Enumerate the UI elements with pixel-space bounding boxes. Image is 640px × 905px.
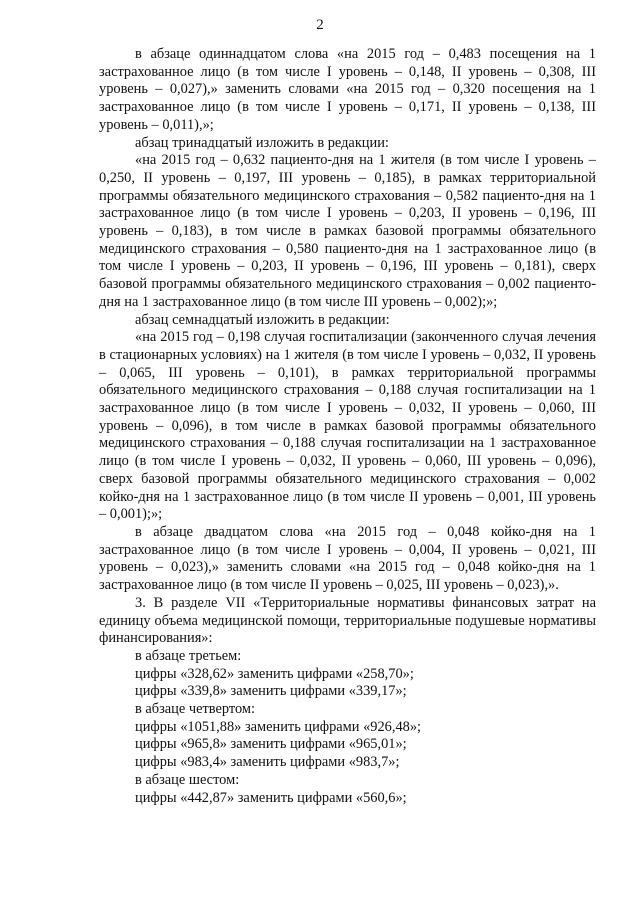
paragraph: в абзаце третьем: <box>135 647 242 664</box>
paragraph: цифры «339,8» заменить цифрами «339,17»; <box>135 683 407 700</box>
paragraph: цифры «983,4» заменить цифрами «983,7»; <box>135 754 400 771</box>
paragraph: абзац тринадцатый изложить в редакции: <box>135 134 389 151</box>
paragraph: 3. В разделе VII «Территориальные нормативы финансовых затрат на единицу объема медицинской помощи, территориальные подушевые нормативы финансирования»: <box>99 594 596 647</box>
paragraph: цифры «328,62» заменить цифрами «258,70»; <box>135 665 414 682</box>
paragraph: в абзаце двадцатом слова «на 2015 год – 0,048 койко-дня на 1 застрахованное лицо (в том числе I уровень – 0,004, II уровень – 0,021, III уровень – 0,023),» заменить словами «на 2015 год – 0,048 койко-дня на 1 застрахованное лицо (в том числе II уровень – 0,025, III уровень – 0,023),». <box>99 523 596 594</box>
paragraph: в абзаце шестом: <box>135 771 240 788</box>
paragraph: цифры «1051,88» заменить цифрами «926,48»; <box>135 718 422 735</box>
page-number: 2 <box>316 17 324 33</box>
paragraph: в абзаце четвертом: <box>135 701 256 718</box>
paragraph: цифры «965,8» заменить цифрами «965,01»; <box>135 736 407 753</box>
paragraph: цифры «442,87» заменить цифрами «560,6»; <box>135 789 407 806</box>
paragraph: «на 2015 год – 0,632 пациенто-дня на 1 жителя (в том числе I уровень – 0,250, II уровень – 0,197, III уровень – 0,185), в рамках территориальной программы обязательного медицинского страхования – 0,582 пациенто-дня на 1 застрахованное лицо (в том числе I уровень – 0,203, II уровень – 0,196, III уровень – 0,183), в том числе в рамках базовой программы обязательного медицинского страхования – 0,580 пациенто-дня на 1 застрахованное лицо (в том числе I уровень – 0,203, II уровень – 0,196, III уровень – 0,181), сверх базовой программы обязательного медицинского страхования – 0,002 пациенто-дня на 1 застрахованное лицо (в том числе III уровень – 0,002);»; <box>99 152 596 310</box>
paragraph: абзац семнадцатый изложить в редакции: <box>135 311 390 328</box>
document-body <box>99 46 596 807</box>
paragraph: в абзаце одиннадцатом слова «на 2015 год – 0,483 посещения на 1 застрахованное лицо (в том числе I уровень – 0,148, II уровень – 0,308, III уровень – 0,027),» заменить словами «на 2015 год – 0,320 посещения на 1 застрахованное лицо (в том числе I уровень – 0,171, II уровень – 0,138, III уровень – 0,011),»; <box>99 46 596 133</box>
paragraph: «на 2015 год – 0,198 случая госпитализации (законченного случая лечения в стационарных условиях) на 1 жителя (в том числе I уровень – 0,032, II уровень – 0,065, III уровень – 0,101), в рамках территориальной программы обязательного медицинского страхования – 0,188 случая госпитализации на 1 застрахованное лицо (в том числе I уровень – 0,032, II уровень – 0,060, III уровень – 0,096), в том числе в рамках базовой программы обязательного медицинского страхования – 0,188 случая госпитализации на 1 застрахованное лицо (в том числе I уровень – 0,032, II уровень – 0,060, III уровень – 0,096), сверх базовой программы обязательного медицинского страхования – 0,002 койко-дня на 1 застрахованное лицо (в том числе II уровень – 0,001, III уровень – 0,001);»; <box>99 329 596 523</box>
